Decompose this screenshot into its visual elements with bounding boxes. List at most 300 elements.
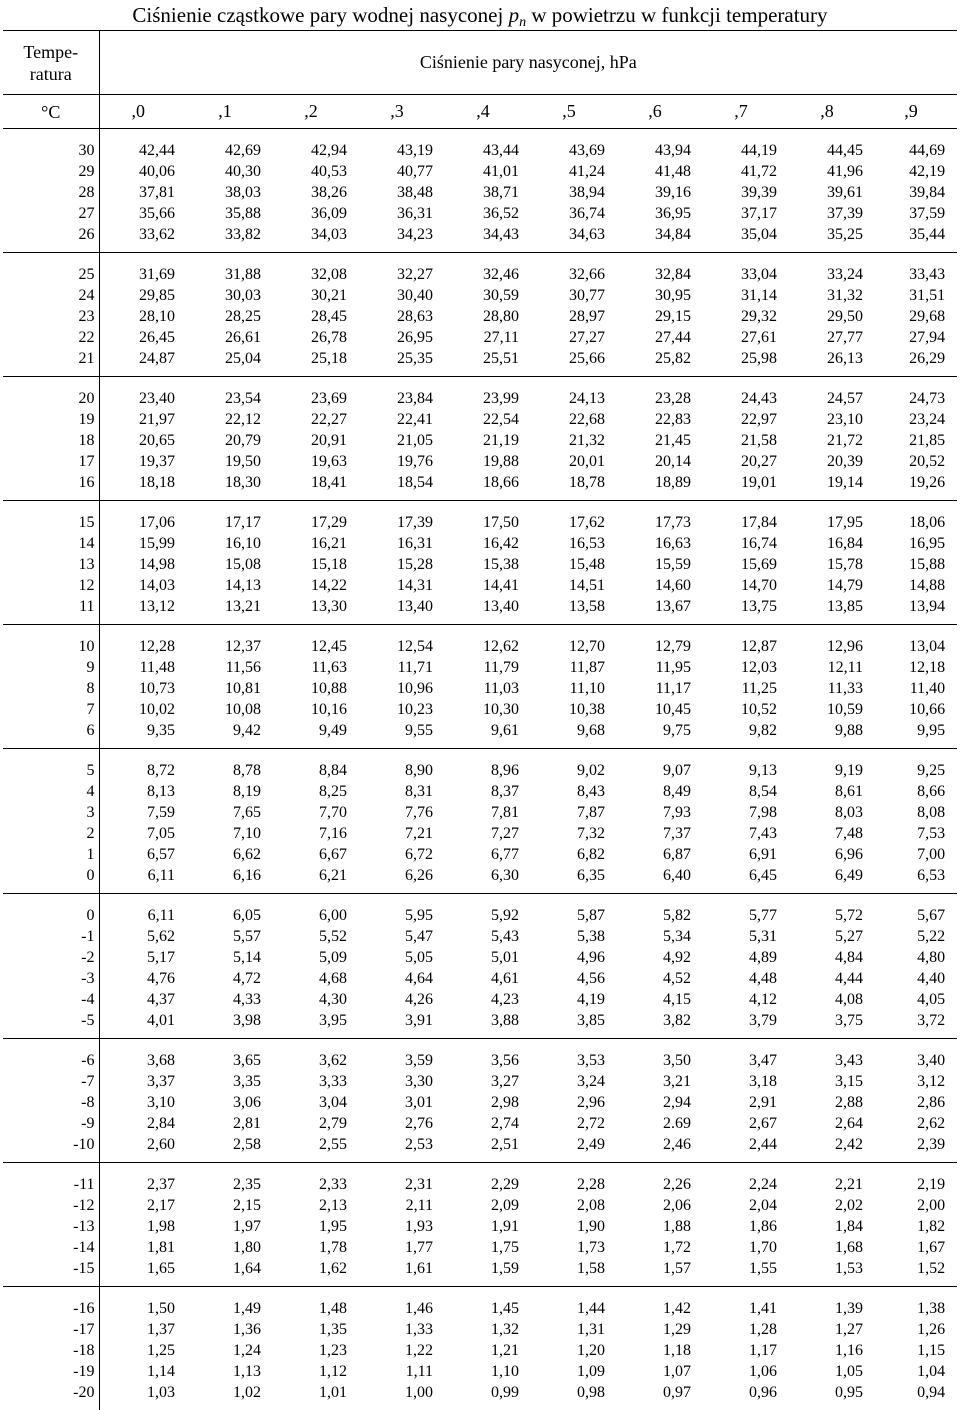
title-variable: p <box>509 3 520 27</box>
pressure-cell: 3,43 <box>789 1039 875 1072</box>
pressure-cell: 14,22 <box>273 575 359 596</box>
pressure-cell: 3,47 <box>703 1039 789 1072</box>
pressure-cell: 7,76 <box>359 802 445 823</box>
pressure-cell: 7,59 <box>99 802 187 823</box>
pressure-cell: 25,35 <box>359 348 445 377</box>
temperature-cell: 17 <box>3 451 99 472</box>
pressure-cell: 6,72 <box>359 844 445 865</box>
pressure-cell: 3,56 <box>445 1039 531 1072</box>
temperature-cell: -18 <box>3 1340 99 1361</box>
pressure-cell: 11,63 <box>273 657 359 678</box>
pressure-cell: 1,97 <box>187 1216 273 1237</box>
table-row <box>3 699 957 720</box>
pressure-cell: 17,73 <box>617 501 703 534</box>
pressure-cell: 1,36 <box>187 1319 273 1340</box>
pressure-cell: 8,54 <box>703 781 789 802</box>
pressure-cell: 4,72 <box>187 968 273 989</box>
pressure-cell: 4,76 <box>99 968 187 989</box>
pressure-cell: 13,40 <box>359 596 445 625</box>
pressure-cell: 14,41 <box>445 575 531 596</box>
pressure-cell: 7,53 <box>875 823 957 844</box>
temperature-cell: -9 <box>3 1113 99 1134</box>
table-row <box>3 1319 957 1340</box>
pressure-header: Ciśnienie pary nasyconej, hPa <box>99 31 957 95</box>
pressure-cell: 14,98 <box>99 554 187 575</box>
temperature-cell: 12 <box>3 575 99 596</box>
temperature-cell: -7 <box>3 1071 99 1092</box>
pressure-cell: 7,81 <box>445 802 531 823</box>
temperature-cell: 18 <box>3 430 99 451</box>
pressure-cell: 1,57 <box>617 1258 703 1287</box>
pressure-cell: 41,01 <box>445 161 531 182</box>
table-row <box>3 596 957 625</box>
pressure-cell: 3,33 <box>273 1071 359 1092</box>
pressure-cell: 6,16 <box>187 865 273 894</box>
pressure-cell: 10,66 <box>875 699 957 720</box>
pressure-cell: 1,80 <box>187 1237 273 1258</box>
pressure-cell: 11,48 <box>99 657 187 678</box>
pressure-cell: 11,33 <box>789 678 875 699</box>
pressure-cell: 4,30 <box>273 989 359 1010</box>
pressure-cell: 17,06 <box>99 501 187 534</box>
pressure-cell: 10,30 <box>445 699 531 720</box>
pressure-cell: 1,37 <box>99 1319 187 1340</box>
pressure-cell: 25,98 <box>703 348 789 377</box>
pressure-cell: 34,23 <box>359 224 445 253</box>
pressure-cell: 5,57 <box>187 926 273 947</box>
pressure-cell: 5,62 <box>99 926 187 947</box>
pressure-cell: 23,28 <box>617 377 703 410</box>
pressure-cell: 3,21 <box>617 1071 703 1092</box>
pressure-cell: 2,94 <box>617 1092 703 1113</box>
pressure-cell: 28,45 <box>273 306 359 327</box>
pressure-cell: 15,78 <box>789 554 875 575</box>
pressure-cell: 4,33 <box>187 989 273 1010</box>
pressure-cell: 5,05 <box>359 947 445 968</box>
pressure-cell: 43,69 <box>531 129 617 162</box>
temperature-cell: 13 <box>3 554 99 575</box>
temperature-cell: -19 <box>3 1361 99 1382</box>
pressure-cell: 1,29 <box>617 1319 703 1340</box>
pressure-cell: 7,65 <box>187 802 273 823</box>
pressure-cell: 6,00 <box>273 894 359 927</box>
pressure-cell: 4,19 <box>531 989 617 1010</box>
pressure-cell: 37,17 <box>703 203 789 224</box>
pressure-cell: 28,10 <box>99 306 187 327</box>
pressure-cell: 23,69 <box>273 377 359 410</box>
pressure-cell: 14,03 <box>99 575 187 596</box>
pressure-cell: 1,31 <box>531 1319 617 1340</box>
pressure-cell: 4,40 <box>875 968 957 989</box>
title-rest: w powietrzu w funkcji temperatury <box>526 3 828 27</box>
temperature-cell: 9 <box>3 657 99 678</box>
pressure-cell: 8,03 <box>789 802 875 823</box>
pressure-cell: 7,87 <box>531 802 617 823</box>
pressure-cell: 41,24 <box>531 161 617 182</box>
pressure-cell: 2,46 <box>617 1134 703 1163</box>
pressure-cell: 4,01 <box>99 1010 187 1039</box>
pressure-cell: 7,37 <box>617 823 703 844</box>
pressure-cell: 8,66 <box>875 781 957 802</box>
pressure-cell: 2,44 <box>703 1134 789 1163</box>
pressure-cell: 1,06 <box>703 1361 789 1382</box>
pressure-cell: 32,46 <box>445 253 531 286</box>
pressure-cell: 2,62 <box>875 1113 957 1134</box>
pressure-cell: 31,14 <box>703 285 789 306</box>
pressure-cell: 24,57 <box>789 377 875 410</box>
pressure-cell: 27,44 <box>617 327 703 348</box>
pressure-cell: 26,78 <box>273 327 359 348</box>
pressure-cell: 7,27 <box>445 823 531 844</box>
pressure-cell: 8,84 <box>273 749 359 782</box>
pressure-cell: 4,89 <box>703 947 789 968</box>
pressure-cell: 33,04 <box>703 253 789 286</box>
pressure-cell: 14,31 <box>359 575 445 596</box>
temperature-cell: 24 <box>3 285 99 306</box>
table-row <box>3 203 957 224</box>
pressure-cell: 31,88 <box>187 253 273 286</box>
pressure-cell: 22,68 <box>531 409 617 430</box>
pressure-cell: 9,61 <box>445 720 531 749</box>
pressure-cell: 1,46 <box>359 1287 445 1320</box>
pressure-cell: 2,51 <box>445 1134 531 1163</box>
pressure-cell: 15,08 <box>187 554 273 575</box>
temperature-cell: 0 <box>3 865 99 894</box>
table-row <box>3 348 957 377</box>
pressure-cell: 5,38 <box>531 926 617 947</box>
pressure-cell: 19,26 <box>875 472 957 501</box>
pressure-cell: 12,37 <box>187 625 273 658</box>
pressure-cell: 2,86 <box>875 1092 957 1113</box>
pressure-cell: 9,35 <box>99 720 187 749</box>
pressure-cell: 27,27 <box>531 327 617 348</box>
pressure-cell: 20,65 <box>99 430 187 451</box>
pressure-cell: 12,70 <box>531 625 617 658</box>
pressure-cell: 6,11 <box>99 865 187 894</box>
pressure-cell: 3,06 <box>187 1092 273 1113</box>
pressure-cell: 2,24 <box>703 1163 789 1196</box>
pressure-cell: 5,17 <box>99 947 187 968</box>
pressure-cell: 1,07 <box>617 1361 703 1382</box>
pressure-cell: 22,41 <box>359 409 445 430</box>
pressure-cell: 41,48 <box>617 161 703 182</box>
pressure-cell: 19,37 <box>99 451 187 472</box>
pressure-cell: 4,68 <box>273 968 359 989</box>
pressure-cell: 4,96 <box>531 947 617 968</box>
pressure-cell: 12,03 <box>703 657 789 678</box>
temperature-cell: 27 <box>3 203 99 224</box>
pressure-cell: 8,13 <box>99 781 187 802</box>
pressure-cell: 35,44 <box>875 224 957 253</box>
pressure-cell: 2,11 <box>359 1195 445 1216</box>
pressure-cell: 1,38 <box>875 1287 957 1320</box>
pressure-cell: 38,03 <box>187 182 273 203</box>
pressure-cell: 2,74 <box>445 1113 531 1134</box>
pressure-cell: 25,18 <box>273 348 359 377</box>
pressure-cell: 9,68 <box>531 720 617 749</box>
pressure-cell: 3,95 <box>273 1010 359 1039</box>
pressure-cell: 20,79 <box>187 430 273 451</box>
pressure-cell: 18,89 <box>617 472 703 501</box>
pressure-cell: 5,09 <box>273 947 359 968</box>
pressure-cell: 7,05 <box>99 823 187 844</box>
table-row <box>3 306 957 327</box>
pressure-cell: 6,49 <box>789 865 875 894</box>
temperature-cell: 19 <box>3 409 99 430</box>
title-subscript: n <box>519 15 526 30</box>
pressure-cell: 21,72 <box>789 430 875 451</box>
pressure-cell: 10,88 <box>273 678 359 699</box>
table-row <box>3 989 957 1010</box>
pressure-cell: 9,42 <box>187 720 273 749</box>
pressure-cell: 16,21 <box>273 533 359 554</box>
table-row <box>3 285 957 306</box>
pressure-cell: 2,39 <box>875 1134 957 1163</box>
temperature-cell: -17 <box>3 1319 99 1340</box>
pressure-cell: 21,85 <box>875 430 957 451</box>
pressure-cell: 1,93 <box>359 1216 445 1237</box>
pressure-cell: 1,78 <box>273 1237 359 1258</box>
column-header: ,1 <box>187 95 273 129</box>
pressure-cell: 4,44 <box>789 968 875 989</box>
pressure-cell: 2,09 <box>445 1195 531 1216</box>
pressure-cell: 35,88 <box>187 203 273 224</box>
pressure-cell: 23,24 <box>875 409 957 430</box>
pressure-cell: 3,18 <box>703 1071 789 1092</box>
pressure-cell: 36,09 <box>273 203 359 224</box>
column-header: ,4 <box>445 95 531 129</box>
pressure-cell: 4,23 <box>445 989 531 1010</box>
pressure-cell: 5,67 <box>875 894 957 927</box>
title-text: Ciśnienie cząstkowe pary wodnej nasyconej <box>132 3 508 27</box>
pressure-cell: 27,61 <box>703 327 789 348</box>
table-row <box>3 802 957 823</box>
pressure-cell: 33,62 <box>99 224 187 253</box>
pressure-cell: 13,04 <box>875 625 957 658</box>
pressure-cell: 6,11 <box>99 894 187 927</box>
pressure-cell: 2,35 <box>187 1163 273 1196</box>
pressure-cell: 6,53 <box>875 865 957 894</box>
temperature-cell: 11 <box>3 596 99 625</box>
pressure-cell: 35,25 <box>789 224 875 253</box>
temperature-cell: -10 <box>3 1134 99 1163</box>
pressure-cell: 30,77 <box>531 285 617 306</box>
pressure-cell: 29,85 <box>99 285 187 306</box>
pressure-cell: 12,45 <box>273 625 359 658</box>
pressure-cell: 0,98 <box>531 1382 617 1410</box>
pressure-cell: 31,51 <box>875 285 957 306</box>
pressure-cell: 1,24 <box>187 1340 273 1361</box>
pressure-cell: 2,91 <box>703 1092 789 1113</box>
table-row <box>3 1340 957 1361</box>
pressure-cell: 1,52 <box>875 1258 957 1287</box>
pressure-cell: 1,75 <box>445 1237 531 1258</box>
pressure-cell: 9,25 <box>875 749 957 782</box>
table-row <box>3 182 957 203</box>
pressure-cell: 20,27 <box>703 451 789 472</box>
pressure-cell: 1,44 <box>531 1287 617 1320</box>
pressure-cell: 5,34 <box>617 926 703 947</box>
pressure-cell: 2,72 <box>531 1113 617 1134</box>
pressure-cell: 3,15 <box>789 1071 875 1092</box>
pressure-cell: 1,48 <box>273 1287 359 1320</box>
pressure-cell: 2,53 <box>359 1134 445 1163</box>
pressure-cell: 3,40 <box>875 1039 957 1072</box>
pressure-cell: 37,39 <box>789 203 875 224</box>
pressure-cell: 42,94 <box>273 129 359 162</box>
pressure-cell: 43,19 <box>359 129 445 162</box>
pressure-cell: 14,51 <box>531 575 617 596</box>
table-row <box>3 1010 957 1039</box>
pressure-cell: 4,56 <box>531 968 617 989</box>
pressure-cell: 18,41 <box>273 472 359 501</box>
temperature-cell: 3 <box>3 802 99 823</box>
temperature-cell: -4 <box>3 989 99 1010</box>
pressure-cell: 39,61 <box>789 182 875 203</box>
pressure-cell: 17,62 <box>531 501 617 534</box>
pressure-cell: 0,97 <box>617 1382 703 1410</box>
temperature-cell: 23 <box>3 306 99 327</box>
table-row <box>3 926 957 947</box>
temperature-cell: 21 <box>3 348 99 377</box>
pressure-cell: 15,99 <box>99 533 187 554</box>
pressure-cell: 1,95 <box>273 1216 359 1237</box>
table-row <box>3 377 957 410</box>
pressure-cell: 31,32 <box>789 285 875 306</box>
pressure-cell: 25,66 <box>531 348 617 377</box>
column-header: ,6 <box>617 95 703 129</box>
row-group <box>3 377 957 501</box>
pressure-cell: 2,55 <box>273 1134 359 1163</box>
pressure-cell: 5,95 <box>359 894 445 927</box>
pressure-cell: 1,04 <box>875 1361 957 1382</box>
pressure-cell: 3,62 <box>273 1039 359 1072</box>
pressure-cell: 9,49 <box>273 720 359 749</box>
pressure-cell: 2,13 <box>273 1195 359 1216</box>
pressure-cell: 8,72 <box>99 749 187 782</box>
pressure-cell: 2,04 <box>703 1195 789 1216</box>
pressure-cell: 8,90 <box>359 749 445 782</box>
pressure-cell: 1,15 <box>875 1340 957 1361</box>
table-row <box>3 749 957 782</box>
pressure-cell: 2,02 <box>789 1195 875 1216</box>
pressure-cell: 30,95 <box>617 285 703 306</box>
pressure-cell: 33,43 <box>875 253 957 286</box>
temperature-cell: 30 <box>3 129 99 162</box>
pressure-cell: 28,63 <box>359 306 445 327</box>
pressure-cell: 2,98 <box>445 1092 531 1113</box>
pressure-cell: 2,60 <box>99 1134 187 1163</box>
pressure-cell: 9,55 <box>359 720 445 749</box>
pressure-cell: 3,50 <box>617 1039 703 1072</box>
pressure-cell: 6,35 <box>531 865 617 894</box>
row-group <box>3 1163 957 1287</box>
pressure-cell: 13,85 <box>789 596 875 625</box>
pressure-cell: 16,95 <box>875 533 957 554</box>
pressure-cell: 13,21 <box>187 596 273 625</box>
pressure-cell: 1,23 <box>273 1340 359 1361</box>
pressure-cell: 20,91 <box>273 430 359 451</box>
pressure-cell: 40,30 <box>187 161 273 182</box>
pressure-cell: 36,31 <box>359 203 445 224</box>
pressure-cell: 1,27 <box>789 1319 875 1340</box>
pressure-cell: 2,26 <box>617 1163 703 1196</box>
pressure-cell: 7,70 <box>273 802 359 823</box>
pressure-cell: 30,59 <box>445 285 531 306</box>
pressure-cell: 24,13 <box>531 377 617 410</box>
table-row <box>3 1237 957 1258</box>
pressure-cell: 38,94 <box>531 182 617 203</box>
pressure-cell: 10,08 <box>187 699 273 720</box>
pressure-cell: 20,01 <box>531 451 617 472</box>
pressure-cell: 12,54 <box>359 625 445 658</box>
pressure-cell: 8,61 <box>789 781 875 802</box>
pressure-cell: 5,47 <box>359 926 445 947</box>
pressure-cell: 0,96 <box>703 1382 789 1410</box>
pressure-cell: 21,05 <box>359 430 445 451</box>
pressure-cell: 27,94 <box>875 327 957 348</box>
pressure-cell: 1,13 <box>187 1361 273 1382</box>
table-row <box>3 625 957 658</box>
pressure-cell: 7,93 <box>617 802 703 823</box>
pressure-cell: 15,18 <box>273 554 359 575</box>
pressure-cell: 29,32 <box>703 306 789 327</box>
pressure-cell: 28,25 <box>187 306 273 327</box>
pressure-cell: 16,31 <box>359 533 445 554</box>
pressure-cell: 1,18 <box>617 1340 703 1361</box>
pressure-cell: 8,43 <box>531 781 617 802</box>
pressure-cell: 1,55 <box>703 1258 789 1287</box>
pressure-cell: 23,99 <box>445 377 531 410</box>
pressure-cell: 19,63 <box>273 451 359 472</box>
pressure-cell: 7,43 <box>703 823 789 844</box>
pressure-cell: 18,30 <box>187 472 273 501</box>
pressure-cell: 5,77 <box>703 894 789 927</box>
temperature-cell: 4 <box>3 781 99 802</box>
table-row <box>3 781 957 802</box>
pressure-cell: 2.69 <box>617 1113 703 1134</box>
pressure-cell: 6,40 <box>617 865 703 894</box>
row-group <box>3 501 957 625</box>
temperature-cell: 6 <box>3 720 99 749</box>
pressure-cell: 13,75 <box>703 596 789 625</box>
table-row <box>3 865 957 894</box>
pressure-cell: 31,69 <box>99 253 187 286</box>
pressure-cell: 1,12 <box>273 1361 359 1382</box>
pressure-cell: 1,88 <box>617 1216 703 1237</box>
pressure-cell: 21,45 <box>617 430 703 451</box>
pressure-cell: 26,29 <box>875 348 957 377</box>
pressure-cell: 16,74 <box>703 533 789 554</box>
pressure-cell: 1,49 <box>187 1287 273 1320</box>
table-row <box>3 409 957 430</box>
temperature-cell: 1 <box>3 844 99 865</box>
pressure-cell: 1,62 <box>273 1258 359 1287</box>
table-row <box>3 1258 957 1287</box>
pressure-cell: 3,10 <box>99 1092 187 1113</box>
pressure-cell: 3,24 <box>531 1071 617 1092</box>
pressure-cell: 7,48 <box>789 823 875 844</box>
pressure-cell: 11,25 <box>703 678 789 699</box>
pressure-cell: 26,61 <box>187 327 273 348</box>
column-header: ,8 <box>789 95 875 129</box>
pressure-cell: 5,87 <box>531 894 617 927</box>
temperature-cell: 5 <box>3 749 99 782</box>
pressure-cell: 4,48 <box>703 968 789 989</box>
pressure-cell: 22,83 <box>617 409 703 430</box>
pressure-cell: 8,31 <box>359 781 445 802</box>
pressure-cell: 17,29 <box>273 501 359 534</box>
